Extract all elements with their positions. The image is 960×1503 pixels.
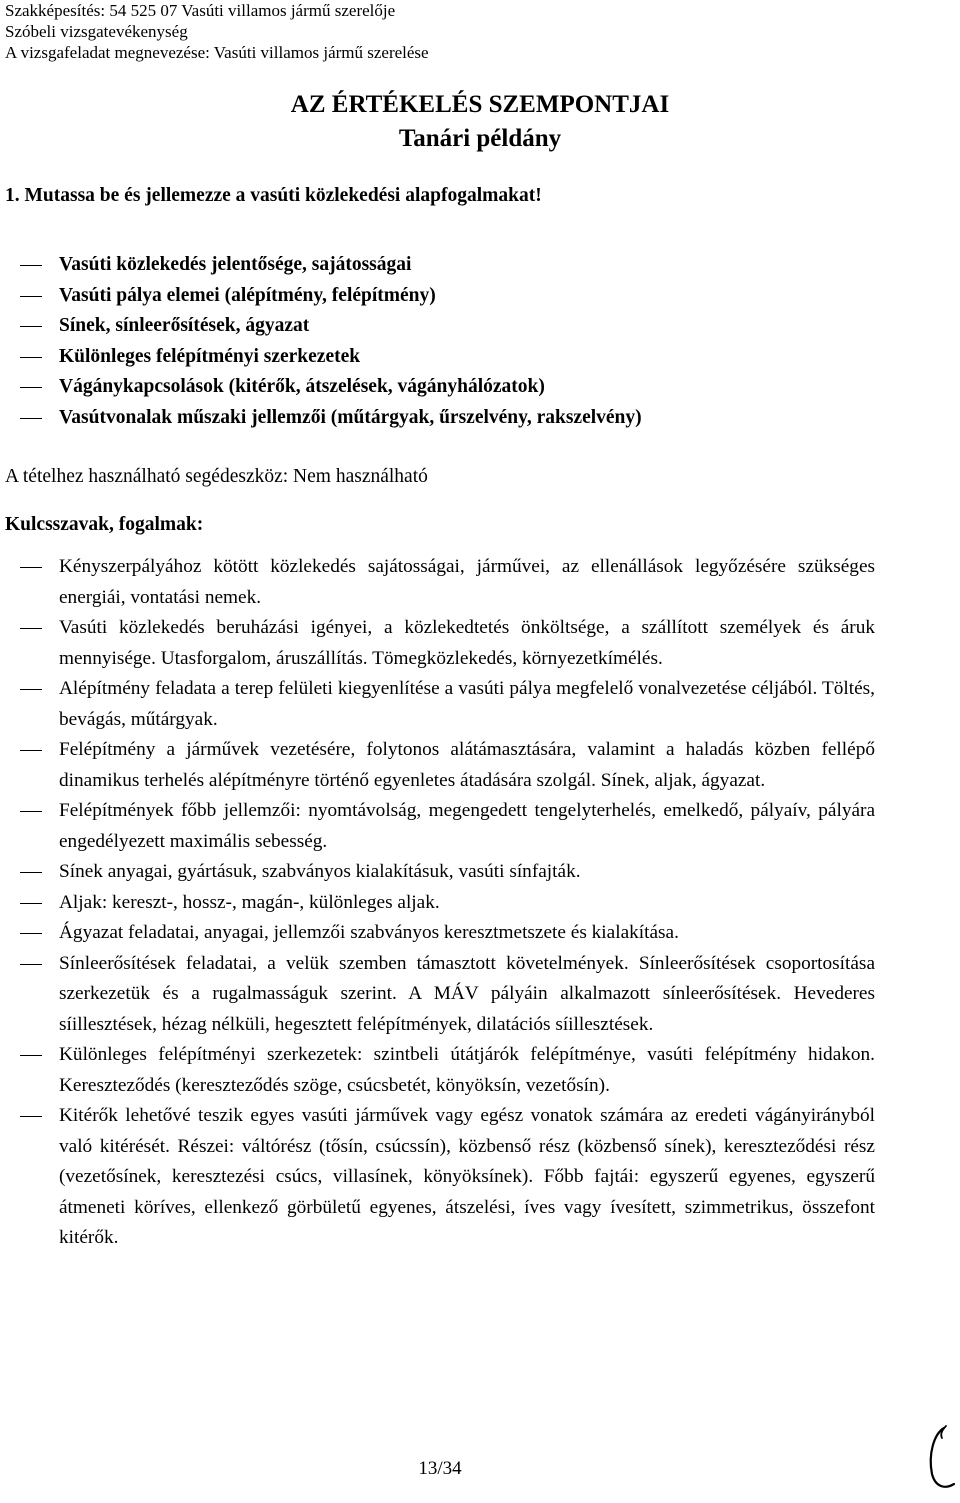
topic-list [20,250,920,433]
dash-bullet [20,567,42,568]
list-item [20,1040,875,1101]
topic-text: Sínek, sínleerősítések, ágyazat [59,315,310,336]
dash-bullet [20,811,42,812]
list-item [20,674,875,735]
topic-text: Vasúti közlekedés jelentősége, sajátosságai [59,254,412,275]
list-item [20,949,875,1041]
keyword-text: Ágyazat feladatai, anyagai, jellemzői szabványos keresztmetszete és kialakítása. [59,922,679,943]
header-exam-activity: Szóbeli vizsgatevékenység [5,22,188,41]
list-item [20,918,875,949]
header-task-name: A vizsgafeladat megnevezése: Vasúti villamos jármű szerelése [5,43,429,62]
dash-bullet [20,903,42,904]
list-item [20,1101,875,1254]
list-item [20,342,920,373]
list-item [20,250,920,281]
keyword-text: Vasúti közlekedés beruházási igényei, a közlekedtetés önköltsége, a szállított személyek és áruk mennyisége. Utasforgalom, áruszállítás. Tömegközlekedés, környezetkímélés. [59,617,875,669]
dash-bullet [20,418,42,419]
keywords-heading: Kulcsszavak, fogalmak: [5,514,204,535]
keyword-text: Aljak: kereszt-, hossz-, magán-, különleges aljak. [59,891,440,913]
keyword-text: Különleges felépítményi szerkezetek: szintbeli útátjárók felépítménye, vasúti felépítmény hidakon. Kereszteződés (kereszteződés szöge, csúcsbetét, könyöksín, vezetősín). [59,1044,875,1096]
page-title: AZ ÉRTÉKELÉS SZEMPONTJAI [290,91,670,118]
dash-bullet [20,326,42,327]
list-item [20,796,875,857]
allowed-aids-line: A tételhez használható segédeszköz: Nem használható [5,466,428,487]
dash-bullet [20,689,42,690]
keyword-text: Felépítmény a járművek vezetésére, folytonos alátámasztására, valamint a haladás közben fellépő dinamikus terhelés alépítményre történő egyenletes átadására szolgál. Sínek, aljak, ágyazat. [59,739,875,791]
list-item [20,281,920,312]
dash-bullet [20,357,42,358]
list-item [20,857,875,888]
dash-bullet [20,296,42,297]
keyword-text: Alépítmény feladata a terep felületi kiegyenlítése a vasúti pálya megfelelő vonalvezetése céljából. Töltés, bevágás, műtárgyak. [59,678,875,730]
dash-bullet [20,1055,42,1056]
topic-text: Vasúti pálya elemei (alépítmény, felépítmény) [59,284,436,306]
dash-bullet [20,872,42,873]
page-header [5,0,905,63]
dash-bullet [20,964,42,965]
list-item [20,552,875,613]
question-heading: 1. Mutassa be és jellemezze a vasúti közlekedési alapfogalmakat! [5,185,542,206]
dash-bullet [20,750,42,751]
page-number: 13/34 [418,1458,462,1479]
keyword-text: Sínleerősítések feladatai, a velük szemben támasztott követelmények. Sínleerősítések csoportosítása szerkezetük és a rugalmasságuk szerint. A MÁV pályáin alkalmazott sínleerősítések. Hevederes síillesztések, hézag nélküli, hegesztett felépítmények, dilatációs síillesztések. [59,952,875,1035]
page-subtitle: Tanári példány [398,125,562,152]
list-item [20,311,920,342]
dash-bullet [20,1116,42,1117]
dash-bullet [20,387,42,388]
list-item [20,613,875,674]
topic-text: Különleges felépítményi szerkezetek [59,345,361,367]
dash-bullet [20,265,42,266]
handwritten-signature [920,1420,960,1503]
keyword-text: Felépítmények főbb jellemzői: nyomtávolság, megengedett tengelyterhelés, emelkedő, pályaív, pályára engedélyezett maximális sebesség. [59,800,875,852]
list-item [20,403,920,434]
topic-text: Vasútvonalak műszaki jellemzői (műtárgyak, űrszelvény, rakszelvény) [59,406,642,428]
list-item [20,372,920,403]
title-block [0,88,960,156]
list-item [20,735,875,796]
dash-bullet [20,933,42,934]
keyword-text: Sínek anyagai, gyártásuk, szabványos kialakításuk, vasúti sínfajták. [59,861,581,882]
dash-bullet [20,628,42,629]
topic-text: Vágánykapcsolások (kitérők, átszelések, vágányhálózatok) [59,376,545,397]
keyword-list [20,552,875,1254]
header-qualification: Szakképesítés: 54 525 07 Vasúti villamos jármű szerelője [5,1,396,20]
keyword-text: Kényszerpályához kötött közlekedés sajátosságai, járművei, az ellenállások legyőzésére szükséges energiái, vontatási nemek. [59,556,875,608]
list-item [20,888,875,919]
keyword-text: Kitérők lehetővé teszik egyes vasúti járművek vagy egész vonatok számára az eredeti vágányirányból való kitérését. Részei: váltórész (tősín, csúcssín), közbenső rész (közbenső sínek), kereszteződési rész (vezetősínek, keresztezési csúcs, villasínek, könyöksínek). Főbb fajtái: egyszerű egyenes, egyszerű átmeneti köríves, ellenkező görbületű egyenes, átszelési, íves vagy ívesített, szimmetrikus, összefont kitérők. [59,1105,875,1248]
